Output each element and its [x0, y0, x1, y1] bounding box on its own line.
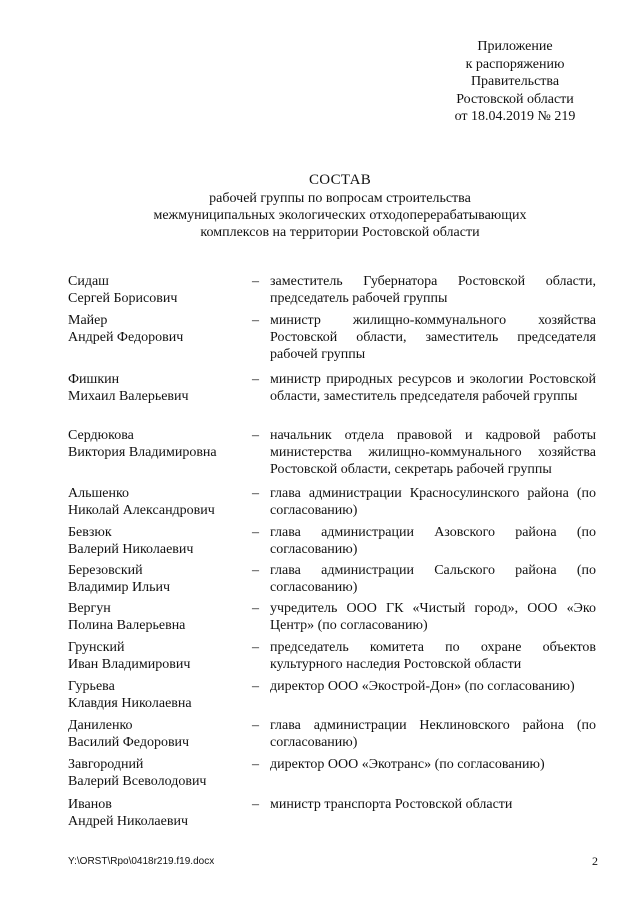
member-given-names: Михаил Валерьевич — [68, 389, 189, 404]
member-name — [68, 371, 252, 427]
member-row — [68, 756, 608, 796]
dash-separator: – — [252, 486, 259, 501]
appendix-line: к распоряжению — [465, 56, 565, 72]
heading — [40, 170, 640, 241]
subtitle-line: рабочей группы по вопросам строительства — [209, 191, 471, 206]
member-row — [68, 273, 608, 312]
dash-separator: – — [252, 679, 259, 694]
member-given-names: Сергей Борисович — [68, 291, 178, 306]
member-role: глава администрации Красносулинского района (по согласованию) — [270, 486, 596, 518]
member-name — [68, 427, 252, 485]
subtitle-line: комплексов на территории Ростовской области — [200, 225, 480, 240]
member-role: учредитель ООО ГК «Чистый город», ООО «Эко Центр» (по согласованию) — [270, 601, 596, 633]
member-given-names: Валерий Николаевич — [68, 542, 194, 557]
member-given-names: Николай Александрович — [68, 503, 215, 518]
member-row — [68, 678, 608, 717]
page-number: 2 — [592, 854, 598, 868]
member-role: глава администрации Азовского района (по согласованию) — [270, 525, 596, 557]
member-given-names: Валерий Всеволодович — [68, 774, 207, 789]
member-given-names: Владимир Ильич — [68, 580, 171, 595]
member-name — [68, 796, 252, 834]
dash-separator: – — [252, 797, 259, 812]
member-given-names: Андрей Николаевич — [68, 814, 188, 829]
member-surname: Майер — [68, 313, 108, 328]
member-row — [68, 639, 608, 678]
document-title: СОСТАВ — [308, 172, 372, 188]
member-surname: Грунский — [68, 640, 125, 655]
member-surname: Даниленко — [68, 718, 133, 733]
appendix-line: Ростовской области — [456, 91, 574, 107]
member-given-names: Виктория Владимировна — [68, 445, 217, 460]
member-role: директор ООО «Экотранс» (по согласованию) — [270, 757, 545, 772]
members-list — [68, 273, 608, 834]
subtitle-line: межмуниципальных экологических отходоперерабатывающих — [153, 208, 527, 223]
member-row — [68, 796, 608, 834]
member-surname: Альшенко — [68, 486, 130, 501]
member-row — [68, 427, 608, 485]
dash-separator: – — [252, 601, 259, 616]
file-path-footer: Y:\ORST\Rpo\0418r219.f19.docx — [68, 856, 215, 867]
member-surname: Завгородний — [68, 757, 144, 772]
dash-separator: – — [252, 525, 259, 540]
member-given-names: Иван Владимирович — [68, 657, 191, 672]
member-role: глава администрации Неклиновского района (по согласованию) — [270, 718, 596, 750]
member-row — [68, 717, 608, 756]
dash-separator: – — [252, 718, 259, 733]
member-given-names: Андрей Федорович — [68, 330, 184, 345]
member-surname: Бевзюк — [68, 525, 112, 540]
member-name — [68, 524, 252, 562]
member-surname: Фишкин — [68, 372, 120, 387]
member-role: начальник отдела правовой и кадровой работы министерства жилищно-коммунального хозяйства Ростовской области, секретарь рабочей группы — [270, 428, 596, 477]
member-row — [68, 485, 608, 524]
appendix-line: от 18.04.2019 № 219 — [454, 109, 576, 124]
member-row — [68, 562, 608, 600]
dash-separator: – — [252, 640, 259, 655]
appendix-line: Приложение — [477, 39, 553, 54]
member-row — [68, 600, 608, 639]
member-given-names: Василий Федорович — [68, 735, 190, 750]
member-name — [68, 756, 252, 796]
dash-separator: – — [252, 563, 259, 578]
member-surname: Сердюкова — [68, 428, 134, 443]
member-role: председатель комитета по охране объектов культурного наследия Ростовской области — [270, 640, 596, 672]
member-given-names: Полина Валерьевна — [68, 618, 186, 633]
member-role: глава администрации Сальского района (по согласованию) — [270, 563, 596, 595]
member-role: директор ООО «Экострой-Дон» (по согласованию) — [270, 679, 575, 694]
document-subtitle — [40, 190, 640, 241]
dash-separator: – — [252, 274, 259, 289]
member-row — [68, 371, 608, 427]
member-surname: Иванов — [68, 797, 112, 812]
member-given-names: Клавдия Николаевна — [68, 696, 192, 711]
member-name — [68, 273, 252, 312]
dash-separator: – — [252, 372, 259, 387]
member-name — [68, 312, 252, 371]
member-name — [68, 678, 252, 717]
member-name — [68, 600, 252, 639]
member-surname: Березовский — [68, 563, 143, 578]
member-role: заместитель Губернатора Ростовской области, председатель рабочей группы — [270, 274, 596, 306]
dash-separator: – — [252, 313, 259, 328]
member-name — [68, 717, 252, 756]
member-role: министр природных ресурсов и экологии Ростовской области, заместитель председателя рабочей группы — [270, 372, 596, 404]
member-role: министр транспорта Ростовской области — [270, 797, 513, 812]
member-row — [68, 312, 608, 371]
appendix-block — [420, 38, 610, 126]
member-surname: Гурьева — [68, 679, 115, 694]
member-name — [68, 639, 252, 678]
member-row — [68, 524, 608, 562]
member-role: министр жилищно-коммунального хозяйства Ростовской области, заместитель председателя рабочей группы — [270, 313, 596, 362]
member-name — [68, 485, 252, 524]
dash-separator: – — [252, 757, 259, 772]
member-name — [68, 562, 252, 600]
appendix-line: Правительства — [470, 74, 560, 89]
member-surname: Сидаш — [68, 274, 109, 289]
dash-separator: – — [252, 428, 259, 443]
member-surname: Вергун — [68, 601, 111, 616]
